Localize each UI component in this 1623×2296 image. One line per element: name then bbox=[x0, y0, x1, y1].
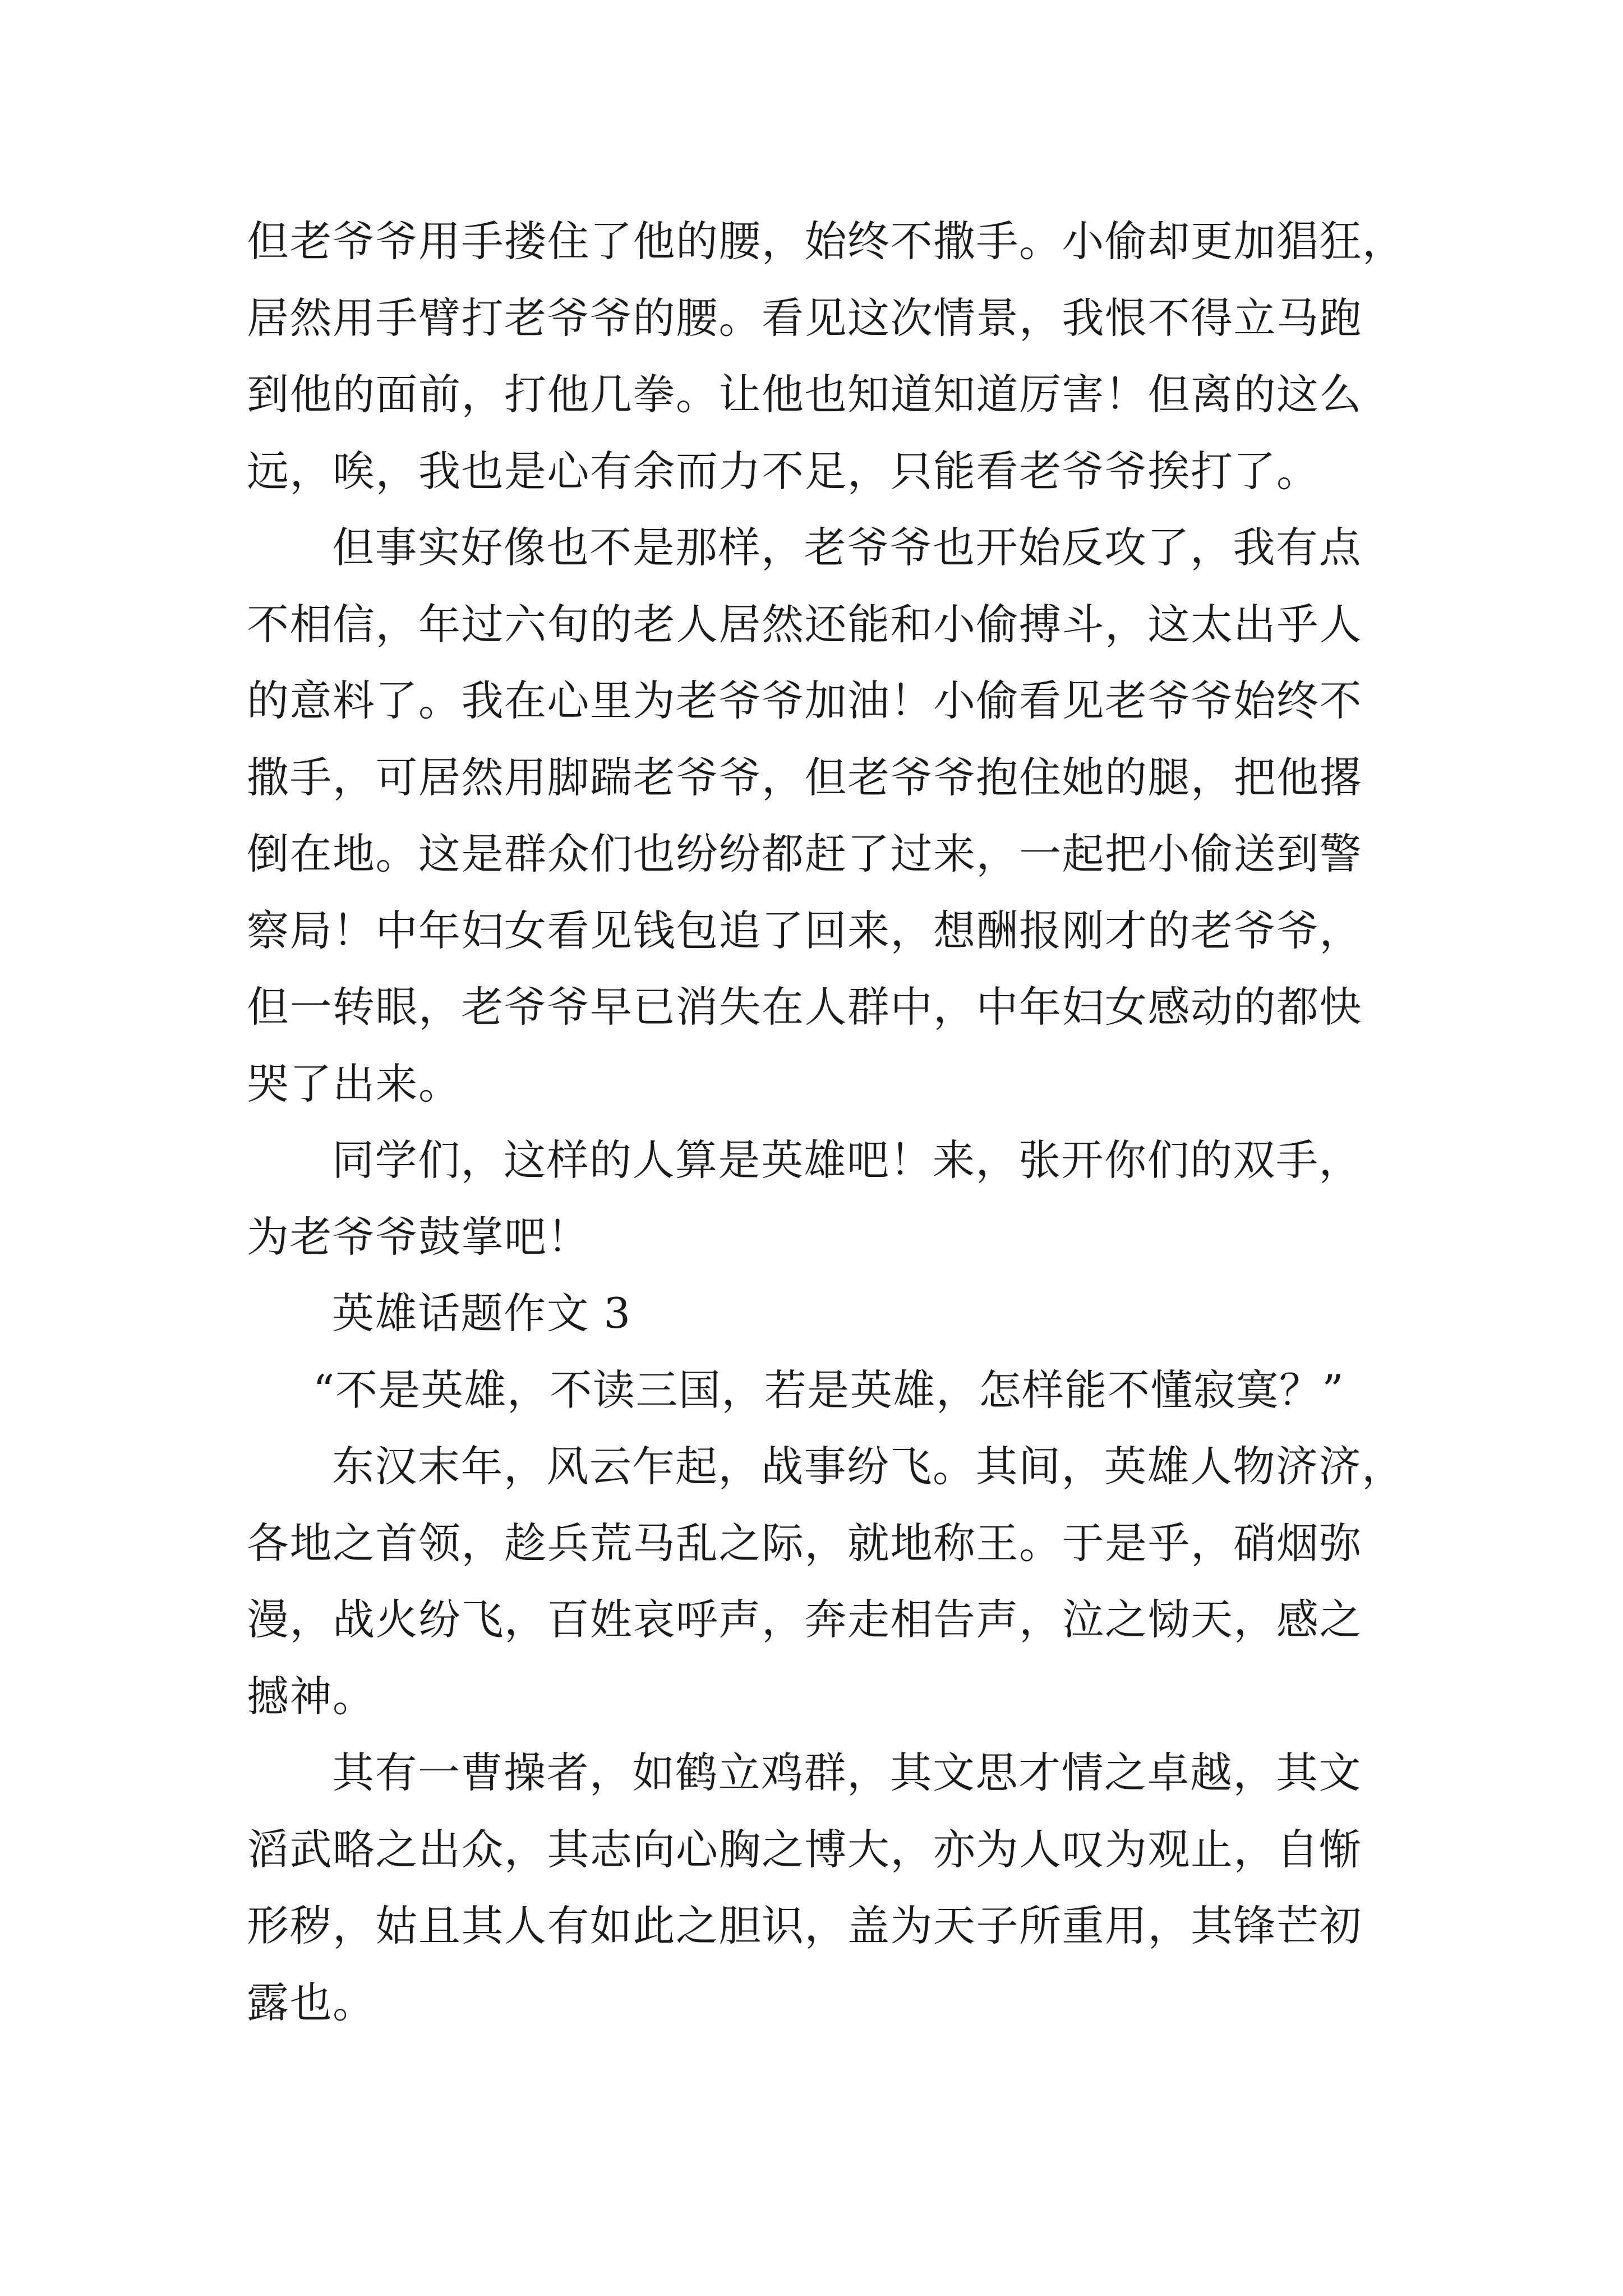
text-line: 哭了出来。 bbox=[247, 1059, 462, 1108]
document-body bbox=[247, 203, 1413, 2041]
text-line: 形秽，姑且其人有如此之胆识，盖为天子所重用，其锋芒初 bbox=[247, 1901, 1363, 1950]
text-line: 居然用手臂打老爷爷的腰。看见这次情景，我恨不得立马跑 bbox=[247, 293, 1363, 343]
section-heading: 英雄话题作文 3 bbox=[332, 1289, 631, 1338]
paragraph-start-line: 东汉末年，风云乍起，战事纷飞。其间，英雄人物济济， bbox=[332, 1442, 1405, 1491]
text-line: 但老爷爷用手搂住了他的腰，始终不撒手。小偷却更加猖狂， bbox=[247, 217, 1405, 266]
text-line: 但一转眼，老爷爷早已消失在人群中，中年妇女感动的都快 bbox=[247, 982, 1363, 1032]
paragraph-start-line: 同学们，这样的人算是英雄吧！来，张开你们的双手， bbox=[332, 1135, 1362, 1185]
text-line: 不相信，年过六旬的老人居然还能和小偷搏斗，这太出乎人 bbox=[247, 599, 1363, 649]
text-line: 倒在地。这是群众们也纷纷都赶了过来，一起把小偷送到警 bbox=[247, 829, 1363, 878]
text-line: 到他的面前，打他几拳。让他也知道知道厉害！但离的这么 bbox=[247, 370, 1363, 419]
text-line: 撒手，可居然用脚踹老爷爷，但老爷爷抱住她的腿，把他撂 bbox=[247, 752, 1363, 802]
text-line: 露也。 bbox=[247, 1977, 376, 2027]
paragraph-start-line: 但事实好像也不是那样，老爷爷也开始反攻了，我有点 bbox=[332, 523, 1362, 572]
text-line: 各地之首领，趁兵荒马乱之际，就地称王。于是乎，硝烟弥 bbox=[247, 1518, 1363, 1568]
text-line: 远，唉，我也是心有余而力不足，只能看老爷爷挨打了。 bbox=[247, 446, 1320, 496]
text-line: 察局！中年妇女看见钱包追了回来，想酬报刚才的老爷爷， bbox=[247, 905, 1363, 955]
text-line: 撼神。 bbox=[247, 1671, 376, 1721]
quote-line: “不是英雄，不读三国，若是英雄，怎样能不懂寂寞？” bbox=[313, 1365, 1345, 1415]
paragraph-start-line: 其有一曹操者，如鹤立鸡群，其文思才情之卓越，其文 bbox=[332, 1748, 1362, 1797]
text-line: 的意料了。我在心里为老爷爷加油！小偷看见老爷爷始终不 bbox=[247, 676, 1363, 725]
text-line: 为老爷爷鼓掌吧！ bbox=[247, 1212, 591, 1262]
text-line: 滔武略之出众，其志向心胸之博大，亦为人叹为观止，自惭 bbox=[247, 1824, 1363, 1874]
text-line: 漫，战火纷飞，百姓哀呼声，奔走相告声，泣之恸天，感之 bbox=[247, 1595, 1363, 1644]
